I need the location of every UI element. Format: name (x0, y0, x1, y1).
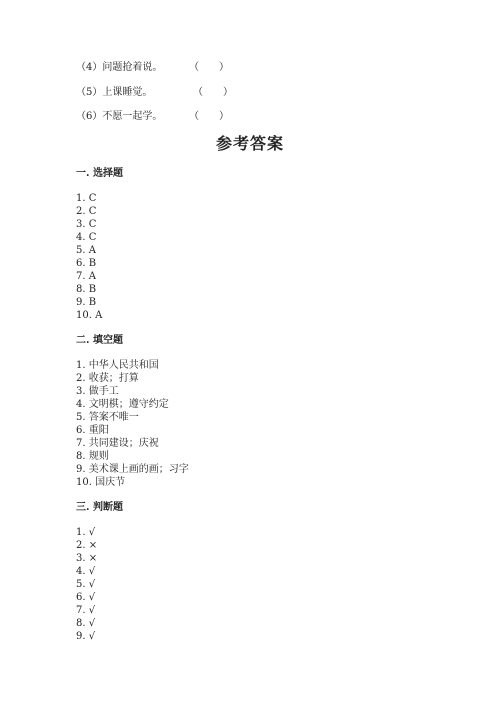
choice-answer: 8. B (76, 284, 97, 295)
section-heading-fill: 二. 填空题 (76, 335, 123, 346)
fill-answer: 1. 中华人民共和国 (76, 360, 159, 371)
choice-answer: 5. A (76, 245, 96, 256)
choice-answer: 3. C (76, 219, 97, 230)
choice-answer: 10. A (76, 310, 103, 321)
section-heading-judge: 三. 判断题 (76, 502, 123, 513)
choice-answer: 6. B (76, 258, 97, 269)
question-line-5: （5）上课睡觉。 (76, 87, 153, 98)
judge-answer: 4. √ (76, 566, 96, 577)
choice-answer: 2. C (76, 206, 97, 217)
fill-answer: 6. 重阳 (76, 425, 109, 436)
judge-answer: 5. √ (76, 579, 96, 590)
judge-answer: 6. √ (76, 592, 96, 603)
fill-answer: 7. 共同建设；庆祝 (76, 438, 159, 449)
fill-answer: 3. 做手工 (76, 386, 119, 397)
choice-answer: 1. C (76, 193, 97, 204)
choice-answer: 7. A (76, 271, 96, 282)
fill-answer: 9. 美术课上画的画；习字 (76, 464, 189, 475)
fill-answer: 4. 文明棋；遵守约定 (76, 399, 169, 410)
page-title: 参考答案 (215, 134, 284, 153)
fill-answer: 5. 答案不唯一 (76, 412, 139, 423)
judge-answer: 1. √ (76, 527, 96, 538)
choice-answer: 4. C (76, 232, 97, 243)
choice-answer: 9. B (76, 297, 97, 308)
section-heading-choice: 一. 选择题 (76, 168, 123, 179)
judge-answer: 9. √ (76, 631, 96, 642)
fill-answer: 8. 规则 (76, 451, 109, 462)
question-line-4: （4）问题抢着说。 (76, 62, 163, 73)
fill-answer: 2. 收获；打算 (76, 373, 139, 384)
judge-answer: 7. √ (76, 605, 96, 616)
judge-answer: 2. × (76, 540, 98, 551)
judge-answer: 3. × (76, 553, 98, 564)
fill-answer: 10. 国庆节 (76, 477, 126, 488)
answer-blank-6: （ ） (189, 111, 229, 122)
answer-blank-5: （ ） (193, 87, 233, 98)
answer-blank-4: （ ） (189, 62, 229, 73)
judge-answer: 8. √ (76, 618, 96, 629)
question-line-6: （6）不愿一起学。 (76, 111, 163, 122)
